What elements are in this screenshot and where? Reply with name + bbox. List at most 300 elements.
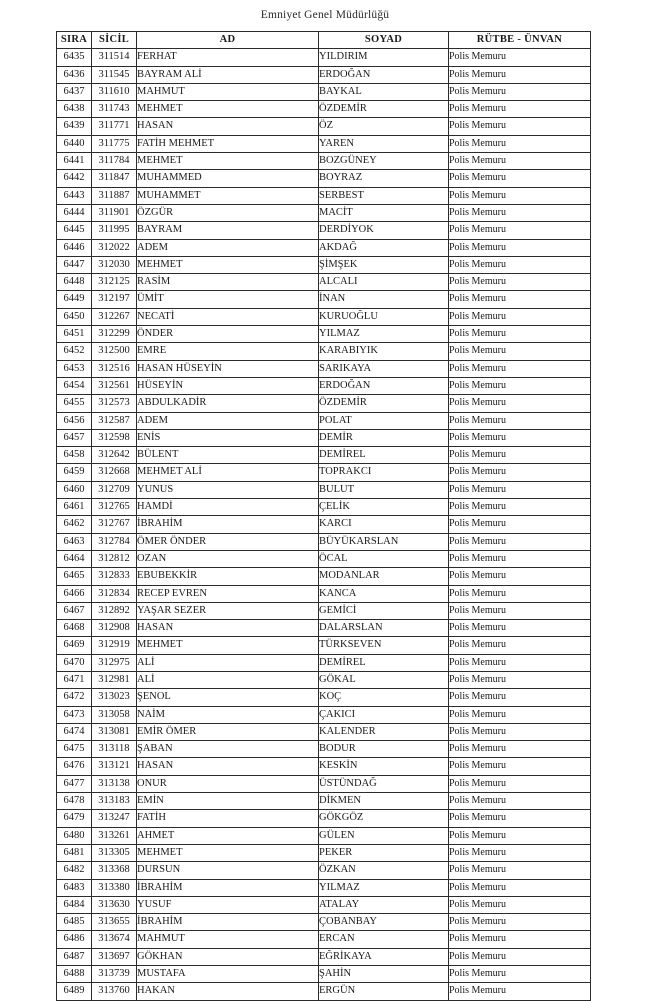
cell-rutbe: Polis Memuru bbox=[449, 447, 591, 464]
cell-rutbe: Polis Memuru bbox=[449, 620, 591, 637]
cell-soyad: KALENDER bbox=[319, 723, 449, 740]
cell-ad: FERHAT bbox=[137, 49, 319, 66]
cell-sicil: 313121 bbox=[92, 758, 137, 775]
cell-ad: MEHMET bbox=[137, 637, 319, 654]
table-row bbox=[57, 931, 591, 948]
cell-sicil: 313305 bbox=[92, 844, 137, 861]
cell-ad: ALİ bbox=[137, 671, 319, 688]
column-header-rutbe: RÜTBE - ÜNVAN bbox=[449, 32, 591, 49]
cell-soyad: POLAT bbox=[319, 412, 449, 429]
cell-sicil: 312834 bbox=[92, 585, 137, 602]
table-row bbox=[57, 844, 591, 861]
cell-ad: NECATİ bbox=[137, 308, 319, 325]
cell-ad: ÖMER ÖNDER bbox=[137, 533, 319, 550]
cell-ad: YUNUS bbox=[137, 481, 319, 498]
cell-rutbe: Polis Memuru bbox=[449, 464, 591, 481]
cell-soyad: KESKİN bbox=[319, 758, 449, 775]
cell-sicil: 311901 bbox=[92, 204, 137, 221]
cell-rutbe: Polis Memuru bbox=[449, 758, 591, 775]
cell-soyad: ALCALI bbox=[319, 274, 449, 291]
cell-ad: MEHMET ALİ bbox=[137, 464, 319, 481]
table-row bbox=[57, 810, 591, 827]
cell-rutbe: Polis Memuru bbox=[449, 429, 591, 446]
cell-soyad: SARIKAYA bbox=[319, 360, 449, 377]
cell-sira: 6480 bbox=[57, 827, 92, 844]
cell-soyad: MACİT bbox=[319, 204, 449, 221]
table-row bbox=[57, 239, 591, 256]
cell-ad: YAŞAR SEZER bbox=[137, 602, 319, 619]
cell-ad: YUSUF bbox=[137, 896, 319, 913]
cell-sicil: 311887 bbox=[92, 187, 137, 204]
cell-sicil: 312981 bbox=[92, 671, 137, 688]
cell-ad: EMRE bbox=[137, 343, 319, 360]
cell-soyad: ÜSTÜNDAĞ bbox=[319, 775, 449, 792]
cell-ad: EMİN bbox=[137, 793, 319, 810]
cell-sicil: 312709 bbox=[92, 481, 137, 498]
cell-sira: 6441 bbox=[57, 153, 92, 170]
cell-sira: 6462 bbox=[57, 516, 92, 533]
cell-soyad: GÖKGÖZ bbox=[319, 810, 449, 827]
cell-rutbe: Polis Memuru bbox=[449, 775, 591, 792]
cell-sicil: 312030 bbox=[92, 256, 137, 273]
cell-soyad: BODUR bbox=[319, 741, 449, 758]
table-row bbox=[57, 550, 591, 567]
cell-sira: 6472 bbox=[57, 689, 92, 706]
cell-ad: ŞABAN bbox=[137, 741, 319, 758]
cell-soyad: MODANLAR bbox=[319, 568, 449, 585]
cell-sicil: 313261 bbox=[92, 827, 137, 844]
cell-sira: 6470 bbox=[57, 654, 92, 671]
table-row bbox=[57, 447, 591, 464]
cell-sira: 6446 bbox=[57, 239, 92, 256]
table-row bbox=[57, 499, 591, 516]
cell-sira: 6489 bbox=[57, 983, 92, 1000]
table-row bbox=[57, 83, 591, 100]
cell-sicil: 311743 bbox=[92, 101, 137, 118]
cell-ad: MEHMET bbox=[137, 256, 319, 273]
cell-ad: EBUBEKKİR bbox=[137, 568, 319, 585]
cell-sicil: 311545 bbox=[92, 66, 137, 83]
cell-sicil: 312784 bbox=[92, 533, 137, 550]
cell-sicil: 312561 bbox=[92, 377, 137, 394]
cell-sicil: 311514 bbox=[92, 49, 137, 66]
cell-ad: AHMET bbox=[137, 827, 319, 844]
cell-ad: RASİM bbox=[137, 274, 319, 291]
cell-rutbe: Polis Memuru bbox=[449, 568, 591, 585]
cell-rutbe: Polis Memuru bbox=[449, 308, 591, 325]
cell-sicil: 311847 bbox=[92, 170, 137, 187]
cell-rutbe: Polis Memuru bbox=[449, 654, 591, 671]
cell-rutbe: Polis Memuru bbox=[449, 204, 591, 221]
cell-soyad: ÇELİK bbox=[319, 499, 449, 516]
cell-ad: OZAN bbox=[137, 550, 319, 567]
cell-soyad: TÜRKSEVEN bbox=[319, 637, 449, 654]
table-row bbox=[57, 637, 591, 654]
cell-sira: 6437 bbox=[57, 83, 92, 100]
table-row bbox=[57, 758, 591, 775]
cell-sira: 6454 bbox=[57, 377, 92, 394]
table-body bbox=[57, 49, 591, 1000]
cell-sicil: 312975 bbox=[92, 654, 137, 671]
cell-sira: 6478 bbox=[57, 793, 92, 810]
cell-sira: 6487 bbox=[57, 948, 92, 965]
cell-rutbe: Polis Memuru bbox=[449, 412, 591, 429]
cell-soyad: BÜYÜKARSLAN bbox=[319, 533, 449, 550]
cell-rutbe: Polis Memuru bbox=[449, 793, 591, 810]
cell-sira: 6479 bbox=[57, 810, 92, 827]
cell-rutbe: Polis Memuru bbox=[449, 360, 591, 377]
table-row bbox=[57, 723, 591, 740]
cell-sicil: 313183 bbox=[92, 793, 137, 810]
cell-soyad: KURUOĞLU bbox=[319, 308, 449, 325]
cell-soyad: GÖKAL bbox=[319, 671, 449, 688]
cell-ad: ABDULKADİR bbox=[137, 395, 319, 412]
cell-sira: 6438 bbox=[57, 101, 92, 118]
cell-soyad: KARABIYIK bbox=[319, 343, 449, 360]
cell-ad: RECEP EVREN bbox=[137, 585, 319, 602]
cell-rutbe: Polis Memuru bbox=[449, 983, 591, 1000]
cell-soyad: YILMAZ bbox=[319, 326, 449, 343]
cell-sira: 6435 bbox=[57, 49, 92, 66]
cell-sira: 6436 bbox=[57, 66, 92, 83]
column-header-sicil: SİCİL bbox=[92, 32, 137, 49]
cell-ad: HAKAN bbox=[137, 983, 319, 1000]
cell-rutbe: Polis Memuru bbox=[449, 170, 591, 187]
cell-sicil: 312598 bbox=[92, 429, 137, 446]
cell-rutbe: Polis Memuru bbox=[449, 896, 591, 913]
cell-sira: 6473 bbox=[57, 706, 92, 723]
cell-ad: HASAN HÜSEYİN bbox=[137, 360, 319, 377]
cell-sira: 6453 bbox=[57, 360, 92, 377]
cell-sira: 6474 bbox=[57, 723, 92, 740]
table-header bbox=[57, 32, 591, 49]
cell-ad: BÜLENT bbox=[137, 447, 319, 464]
cell-soyad: BOYRAZ bbox=[319, 170, 449, 187]
cell-rutbe: Polis Memuru bbox=[449, 844, 591, 861]
cell-ad: BAYRAM ALİ bbox=[137, 66, 319, 83]
cell-sira: 6488 bbox=[57, 966, 92, 983]
cell-ad: ENİS bbox=[137, 429, 319, 446]
table-row bbox=[57, 516, 591, 533]
cell-rutbe: Polis Memuru bbox=[449, 49, 591, 66]
cell-ad: MUHAMMED bbox=[137, 170, 319, 187]
cell-sira: 6460 bbox=[57, 481, 92, 498]
cell-sira: 6447 bbox=[57, 256, 92, 273]
cell-sira: 6457 bbox=[57, 429, 92, 446]
cell-rutbe: Polis Memuru bbox=[449, 689, 591, 706]
table-row bbox=[57, 775, 591, 792]
cell-sicil: 313081 bbox=[92, 723, 137, 740]
table-row bbox=[57, 914, 591, 931]
table-row bbox=[57, 170, 591, 187]
table-row bbox=[57, 222, 591, 239]
cell-sicil: 313697 bbox=[92, 948, 137, 965]
table-row bbox=[57, 481, 591, 498]
cell-soyad: KANCA bbox=[319, 585, 449, 602]
table-row bbox=[57, 464, 591, 481]
cell-sicil: 312892 bbox=[92, 602, 137, 619]
cell-ad: ÖZGÜR bbox=[137, 204, 319, 221]
cell-ad: MEHMET bbox=[137, 844, 319, 861]
cell-soyad: DALARSLAN bbox=[319, 620, 449, 637]
cell-sicil: 312642 bbox=[92, 447, 137, 464]
cell-soyad: YAREN bbox=[319, 135, 449, 152]
page-title: Emniyet Genel Müdürlüğü bbox=[260, 9, 390, 21]
cell-sicil: 311995 bbox=[92, 222, 137, 239]
cell-soyad: ÖZDEMİR bbox=[319, 101, 449, 118]
table-row bbox=[57, 308, 591, 325]
table-row bbox=[57, 879, 591, 896]
cell-soyad: ERDOĞAN bbox=[319, 377, 449, 394]
table-row bbox=[57, 568, 591, 585]
cell-ad: ALİ bbox=[137, 654, 319, 671]
cell-soyad: GÜLEN bbox=[319, 827, 449, 844]
table-row bbox=[57, 377, 591, 394]
cell-sicil: 313247 bbox=[92, 810, 137, 827]
cell-rutbe: Polis Memuru bbox=[449, 533, 591, 550]
table-row bbox=[57, 412, 591, 429]
cell-sira: 6484 bbox=[57, 896, 92, 913]
cell-sicil: 312908 bbox=[92, 620, 137, 637]
cell-ad: NAİM bbox=[137, 706, 319, 723]
cell-sira: 6486 bbox=[57, 931, 92, 948]
cell-sicil: 312267 bbox=[92, 308, 137, 325]
cell-ad: ÜMİT bbox=[137, 291, 319, 308]
cell-sira: 6468 bbox=[57, 620, 92, 637]
cell-sira: 6475 bbox=[57, 741, 92, 758]
cell-sicil: 312833 bbox=[92, 568, 137, 585]
table-row bbox=[57, 256, 591, 273]
cell-sira: 6485 bbox=[57, 914, 92, 931]
cell-soyad: PEKER bbox=[319, 844, 449, 861]
cell-soyad: GEMİCİ bbox=[319, 602, 449, 619]
cell-sicil: 312668 bbox=[92, 464, 137, 481]
cell-rutbe: Polis Memuru bbox=[449, 66, 591, 83]
table-row bbox=[57, 706, 591, 723]
cell-rutbe: Polis Memuru bbox=[449, 274, 591, 291]
cell-rutbe: Polis Memuru bbox=[449, 879, 591, 896]
cell-rutbe: Polis Memuru bbox=[449, 741, 591, 758]
cell-rutbe: Polis Memuru bbox=[449, 931, 591, 948]
table-header-row bbox=[57, 32, 591, 49]
cell-ad: İBRAHİM bbox=[137, 914, 319, 931]
cell-soyad: YILMAZ bbox=[319, 879, 449, 896]
table-row bbox=[57, 101, 591, 118]
cell-rutbe: Polis Memuru bbox=[449, 550, 591, 567]
cell-ad: MUHAMMET bbox=[137, 187, 319, 204]
cell-sira: 6456 bbox=[57, 412, 92, 429]
table-row bbox=[57, 654, 591, 671]
table-row bbox=[57, 66, 591, 83]
table-row bbox=[57, 793, 591, 810]
cell-sicil: 312299 bbox=[92, 326, 137, 343]
cell-sicil: 312812 bbox=[92, 550, 137, 567]
cell-rutbe: Polis Memuru bbox=[449, 602, 591, 619]
cell-soyad: ÖZDEMİR bbox=[319, 395, 449, 412]
table-row bbox=[57, 274, 591, 291]
cell-ad: ŞENOL bbox=[137, 689, 319, 706]
cell-rutbe: Polis Memuru bbox=[449, 862, 591, 879]
cell-ad: İBRAHİM bbox=[137, 879, 319, 896]
cell-sira: 6445 bbox=[57, 222, 92, 239]
cell-sira: 6459 bbox=[57, 464, 92, 481]
cell-rutbe: Polis Memuru bbox=[449, 101, 591, 118]
cell-rutbe: Polis Memuru bbox=[449, 222, 591, 239]
cell-soyad: BOZGÜNEY bbox=[319, 153, 449, 170]
cell-soyad: YILDIRIM bbox=[319, 49, 449, 66]
column-header-soyad: SOYAD bbox=[319, 32, 449, 49]
cell-sira: 6458 bbox=[57, 447, 92, 464]
table-row bbox=[57, 741, 591, 758]
cell-ad: MUSTAFA bbox=[137, 966, 319, 983]
cell-rutbe: Polis Memuru bbox=[449, 326, 591, 343]
cell-sira: 6464 bbox=[57, 550, 92, 567]
cell-soyad: ATALAY bbox=[319, 896, 449, 913]
table-row bbox=[57, 326, 591, 343]
personnel-records-table bbox=[56, 31, 591, 1001]
cell-sicil: 313674 bbox=[92, 931, 137, 948]
cell-ad: FATİH bbox=[137, 810, 319, 827]
table-row bbox=[57, 291, 591, 308]
cell-sicil: 313655 bbox=[92, 914, 137, 931]
cell-sira: 6476 bbox=[57, 758, 92, 775]
cell-rutbe: Polis Memuru bbox=[449, 377, 591, 394]
column-header-sira: SIRA bbox=[57, 32, 92, 49]
cell-rutbe: Polis Memuru bbox=[449, 585, 591, 602]
cell-sicil: 312919 bbox=[92, 637, 137, 654]
cell-soyad: EĞRİKAYA bbox=[319, 948, 449, 965]
cell-rutbe: Polis Memuru bbox=[449, 256, 591, 273]
cell-soyad: SERBEST bbox=[319, 187, 449, 204]
cell-soyad: TOPRAKCI bbox=[319, 464, 449, 481]
cell-ad: HAMDİ bbox=[137, 499, 319, 516]
cell-rutbe: Polis Memuru bbox=[449, 83, 591, 100]
cell-sicil: 313630 bbox=[92, 896, 137, 913]
cell-sicil: 312765 bbox=[92, 499, 137, 516]
cell-soyad: İNAN bbox=[319, 291, 449, 308]
cell-sira: 6451 bbox=[57, 326, 92, 343]
cell-ad: ONUR bbox=[137, 775, 319, 792]
cell-ad: MEHMET bbox=[137, 153, 319, 170]
table-row bbox=[57, 948, 591, 965]
cell-sicil: 313739 bbox=[92, 966, 137, 983]
table-row bbox=[57, 602, 591, 619]
cell-sicil: 313368 bbox=[92, 862, 137, 879]
table-row bbox=[57, 429, 591, 446]
column-header-ad: AD bbox=[137, 32, 319, 49]
cell-soyad: BAYKAL bbox=[319, 83, 449, 100]
cell-ad: İBRAHİM bbox=[137, 516, 319, 533]
cell-sira: 6465 bbox=[57, 568, 92, 585]
cell-sira: 6449 bbox=[57, 291, 92, 308]
cell-soyad: ÇAKICI bbox=[319, 706, 449, 723]
cell-rutbe: Polis Memuru bbox=[449, 810, 591, 827]
cell-soyad: KOÇ bbox=[319, 689, 449, 706]
cell-sicil: 313760 bbox=[92, 983, 137, 1000]
cell-soyad: ÖZKAN bbox=[319, 862, 449, 879]
cell-sicil: 312125 bbox=[92, 274, 137, 291]
cell-sira: 6442 bbox=[57, 170, 92, 187]
cell-ad: ADEM bbox=[137, 412, 319, 429]
cell-rutbe: Polis Memuru bbox=[449, 395, 591, 412]
cell-ad: MAHMUT bbox=[137, 83, 319, 100]
cell-sira: 6477 bbox=[57, 775, 92, 792]
cell-soyad: DEMİREL bbox=[319, 654, 449, 671]
cell-sicil: 313138 bbox=[92, 775, 137, 792]
cell-rutbe: Polis Memuru bbox=[449, 637, 591, 654]
cell-rutbe: Polis Memuru bbox=[449, 706, 591, 723]
cell-sira: 6463 bbox=[57, 533, 92, 550]
cell-sicil: 312587 bbox=[92, 412, 137, 429]
cell-rutbe: Polis Memuru bbox=[449, 671, 591, 688]
cell-sicil: 311784 bbox=[92, 153, 137, 170]
cell-sicil: 313118 bbox=[92, 741, 137, 758]
table-row bbox=[57, 153, 591, 170]
cell-ad: HASAN bbox=[137, 620, 319, 637]
table-row bbox=[57, 585, 591, 602]
cell-sira: 6469 bbox=[57, 637, 92, 654]
cell-soyad: ŞİMŞEK bbox=[319, 256, 449, 273]
cell-ad: MEHMET bbox=[137, 101, 319, 118]
cell-soyad: DEMİREL bbox=[319, 447, 449, 464]
table-row bbox=[57, 118, 591, 135]
cell-sira: 6444 bbox=[57, 204, 92, 221]
cell-soyad: ERGÜN bbox=[319, 983, 449, 1000]
cell-ad: ÖNDER bbox=[137, 326, 319, 343]
cell-sicil: 313380 bbox=[92, 879, 137, 896]
cell-rutbe: Polis Memuru bbox=[449, 239, 591, 256]
cell-sicil: 313058 bbox=[92, 706, 137, 723]
cell-ad: DURSUN bbox=[137, 862, 319, 879]
table-row bbox=[57, 966, 591, 983]
cell-soyad: KARCI bbox=[319, 516, 449, 533]
cell-sira: 6481 bbox=[57, 844, 92, 861]
cell-sira: 6467 bbox=[57, 602, 92, 619]
cell-rutbe: Polis Memuru bbox=[449, 187, 591, 204]
cell-ad: HASAN bbox=[137, 758, 319, 775]
table-row bbox=[57, 983, 591, 1000]
cell-ad: BAYRAM bbox=[137, 222, 319, 239]
cell-sicil: 312500 bbox=[92, 343, 137, 360]
cell-ad: GÖKHAN bbox=[137, 948, 319, 965]
table-row bbox=[57, 343, 591, 360]
cell-ad: HÜSEYİN bbox=[137, 377, 319, 394]
cell-soyad: ÖZ bbox=[319, 118, 449, 135]
cell-soyad: ÇOBANBAY bbox=[319, 914, 449, 931]
table-row bbox=[57, 395, 591, 412]
cell-sicil: 312197 bbox=[92, 291, 137, 308]
cell-rutbe: Polis Memuru bbox=[449, 723, 591, 740]
cell-rutbe: Polis Memuru bbox=[449, 118, 591, 135]
cell-sicil: 312573 bbox=[92, 395, 137, 412]
cell-sicil: 313023 bbox=[92, 689, 137, 706]
cell-ad: MAHMUT bbox=[137, 931, 319, 948]
cell-soyad: ÖCAL bbox=[319, 550, 449, 567]
cell-sira: 6452 bbox=[57, 343, 92, 360]
cell-rutbe: Polis Memuru bbox=[449, 914, 591, 931]
table-row bbox=[57, 862, 591, 879]
table-row bbox=[57, 533, 591, 550]
table-row bbox=[57, 360, 591, 377]
table-row bbox=[57, 135, 591, 152]
table-row bbox=[57, 896, 591, 913]
table-row bbox=[57, 827, 591, 844]
table-row bbox=[57, 671, 591, 688]
cell-ad: EMİR ÖMER bbox=[137, 723, 319, 740]
table-row bbox=[57, 689, 591, 706]
cell-soyad: DİKMEN bbox=[319, 793, 449, 810]
cell-sira: 6450 bbox=[57, 308, 92, 325]
